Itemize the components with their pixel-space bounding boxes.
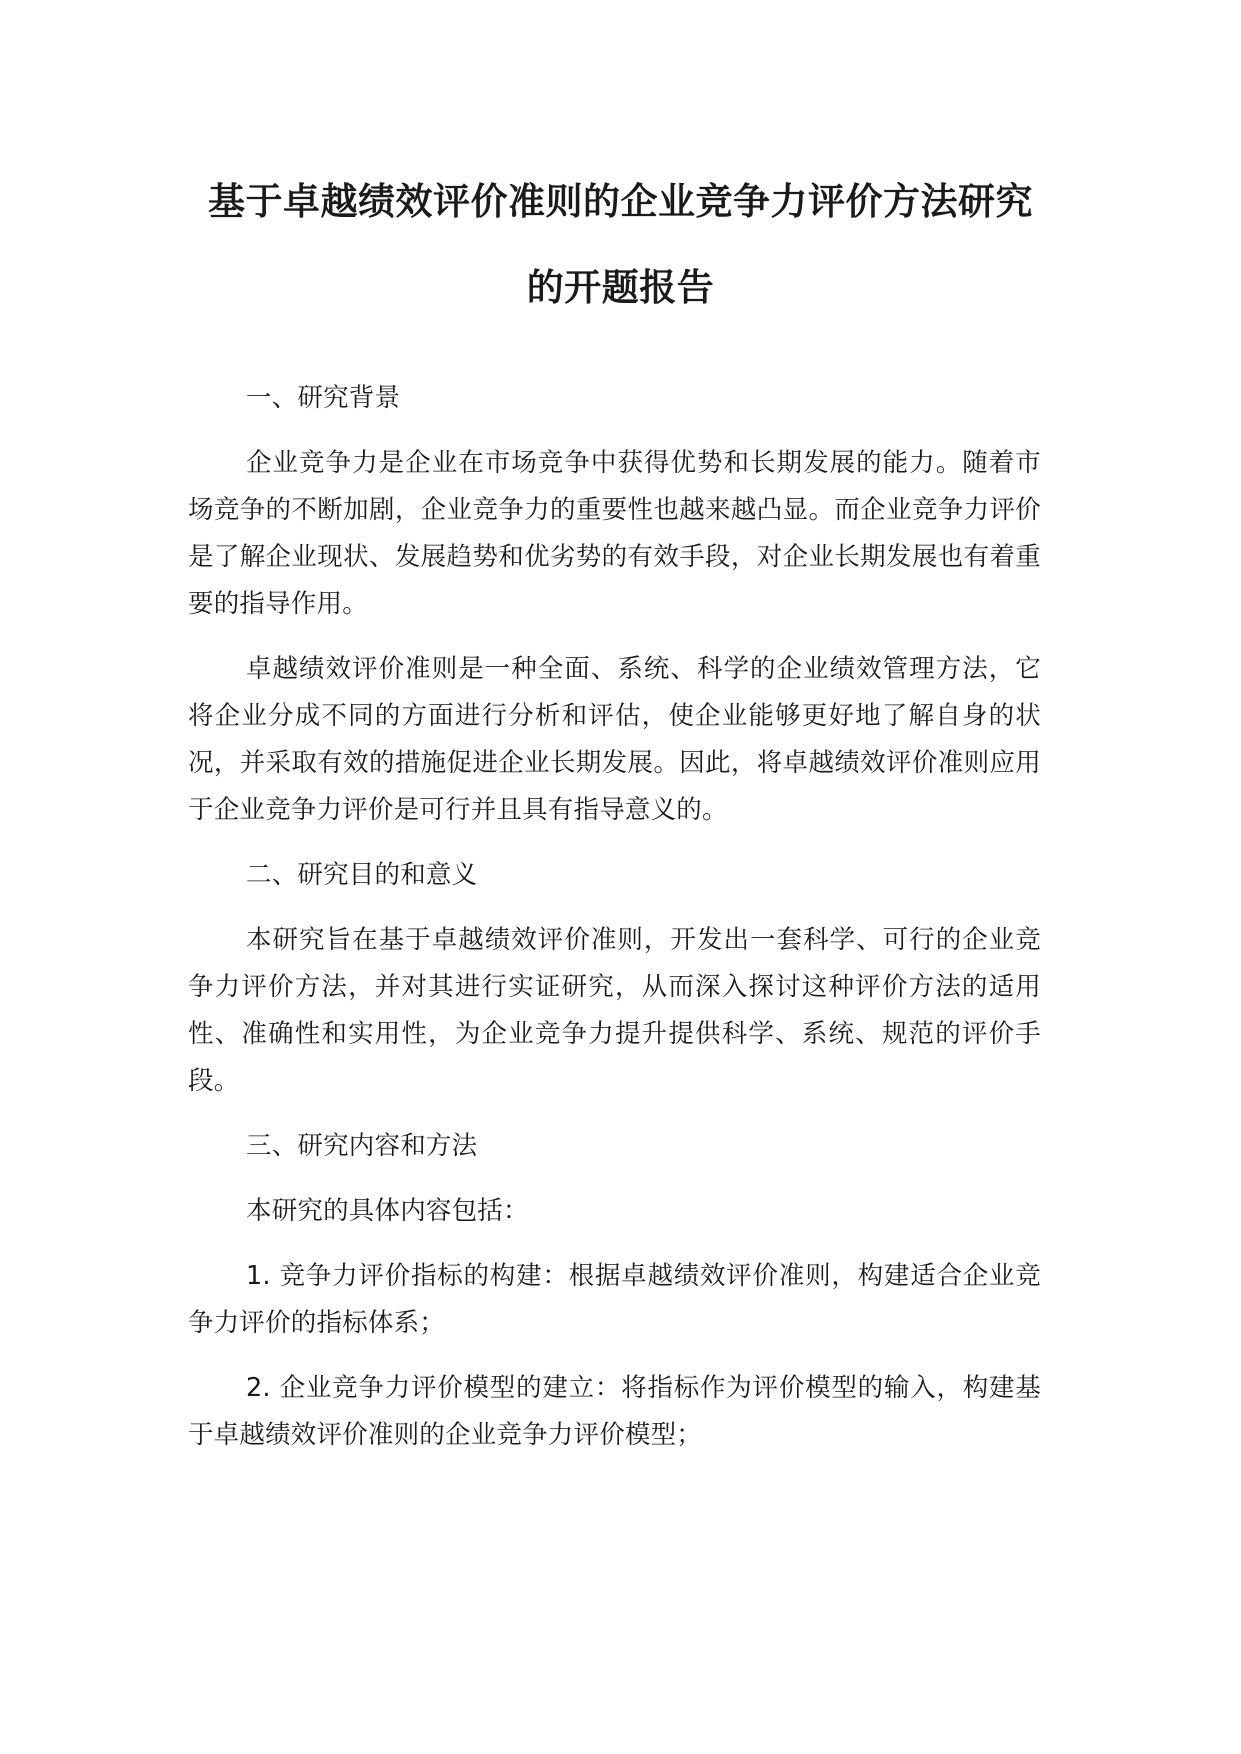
section-heading-purpose: 二、研究目的和意义 bbox=[246, 860, 478, 890]
section-heading-background: 一、研究背景 bbox=[246, 383, 401, 413]
paragraph-content-intro: 本研究的具体内容包括： bbox=[246, 1196, 529, 1226]
section-heading-content-methods: 三、研究内容和方法 bbox=[246, 1131, 478, 1161]
document-title-line-1: 基于卓越绩效评价准则的企业竞争力评价方法研究 bbox=[208, 180, 1033, 223]
list-item-1: 1. 竞争力评价指标的构建：根据卓越绩效评价准则，构建适合企业竞争力评价的指标体系； bbox=[188, 1261, 1041, 1338]
paragraph-background-1: 企业竞争力是企业在市场竞争中获得优势和长期发展的能力。随着市场竞争的不断加剧，企业竞争力的重要性也越来越凸显。而企业竞争力评价是了解企业现状、发展趋势和优劣势的有效手段，对企业长期发展也有着重要的指导作用。 bbox=[188, 448, 1041, 619]
document-title-line-2: 的开题报告 bbox=[526, 266, 715, 309]
paragraph-background-2: 卓越绩效评价准则是一种全面、系统、科学的企业绩效管理方法，它将企业分成不同的方面进行分析和评估，使企业能够更好地了解自身的状况，并采取有效的措施促进企业长期发展。因此，将卓越绩效评价准则应用于企业竞争力评价是可行并且具有指导意义的。 bbox=[188, 654, 1041, 825]
document-body bbox=[188, 375, 1041, 1477]
list-item-2: 2. 企业竞争力评价模型的建立：将指标作为评价模型的输入，构建基于卓越绩效评价准则的企业竞争力评价模型； bbox=[188, 1373, 1041, 1450]
paragraph-purpose: 本研究旨在基于卓越绩效评价准则，开发出一套科学、可行的企业竞争力评价方法，并对其进行实证研究，从而深入探讨这种评价方法的适用性、准确性和实用性，为企业竞争力提升提供科学、系统、规范的评价手段。 bbox=[188, 925, 1041, 1096]
